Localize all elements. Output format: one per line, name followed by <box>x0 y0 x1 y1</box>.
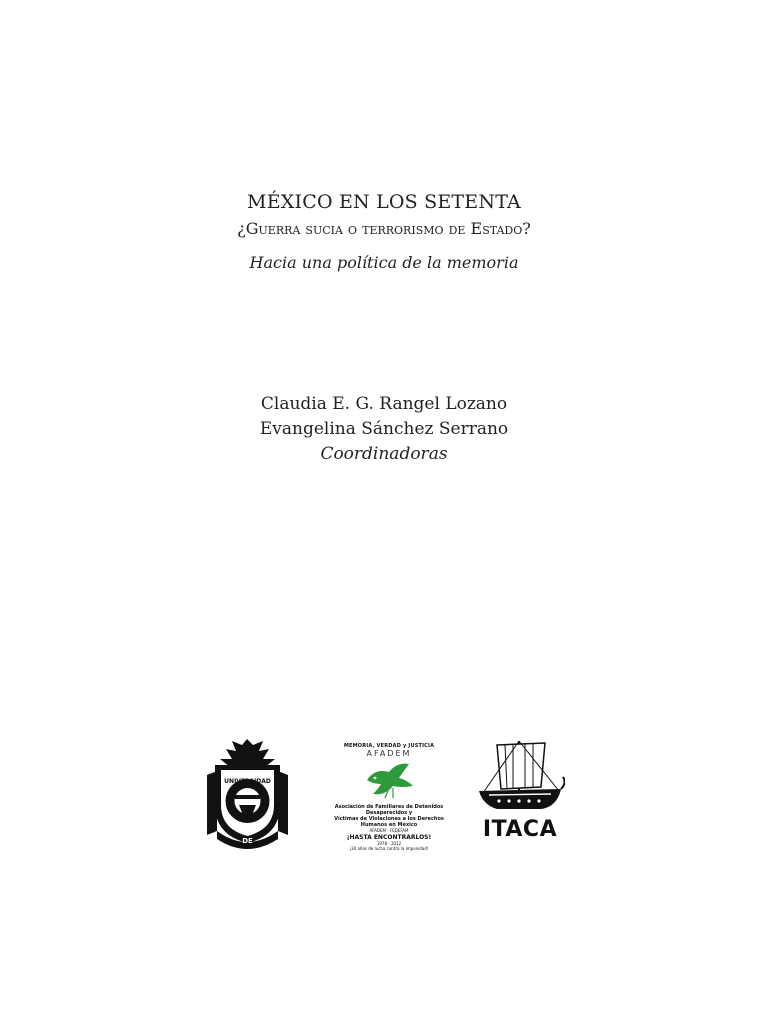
afadem-slogan: ¡HASTA ENCONTRARLOS! <box>346 834 432 841</box>
afadem-years-note: ¡34 años de lucha contra la impunidad! <box>349 846 429 851</box>
author-name: Claudia E. G. Rangel Lozano <box>260 394 508 414</box>
book-title: MÉXICO EN LOS SETENTA <box>247 191 521 213</box>
afadem-org: AFADEM - FEDEFAM <box>369 828 409 833</box>
sailing-ship-icon <box>475 735 565 815</box>
afadem-description-2: Víctimas de Violaciones a los Derechos Humanos en México <box>334 816 444 828</box>
book-tagline: Hacia una política de la memoria <box>249 253 519 272</box>
itaca-label: ITACA <box>482 817 558 842</box>
university-text-top: UNIVERSIDAD <box>224 778 271 785</box>
author-role: Coordinadoras <box>320 444 448 464</box>
afadem-name: AFADEM <box>366 749 412 758</box>
title-block <box>0 188 768 276</box>
university-text-bottom: DE <box>242 837 253 845</box>
publisher-logos <box>0 735 768 855</box>
afadem-header: MEMORIA, VERDAD y JUSTICIA <box>343 743 435 749</box>
afadem-logo <box>322 735 456 851</box>
itaca-logo <box>475 735 565 851</box>
authors-block <box>0 392 768 467</box>
afadem-description-1: Asociación de Familiares de Detenidos Desaparecidos y <box>334 804 444 816</box>
university-seal-icon <box>205 735 290 851</box>
author-name: Evangelina Sánchez Serrano <box>259 419 509 439</box>
book-subtitle: ¿Guerra sucia o terrorismo de Estado? <box>237 219 531 238</box>
dove-icon <box>359 758 419 800</box>
afadem-years: 1978 - 2012 <box>376 841 402 846</box>
university-logo <box>205 735 290 851</box>
